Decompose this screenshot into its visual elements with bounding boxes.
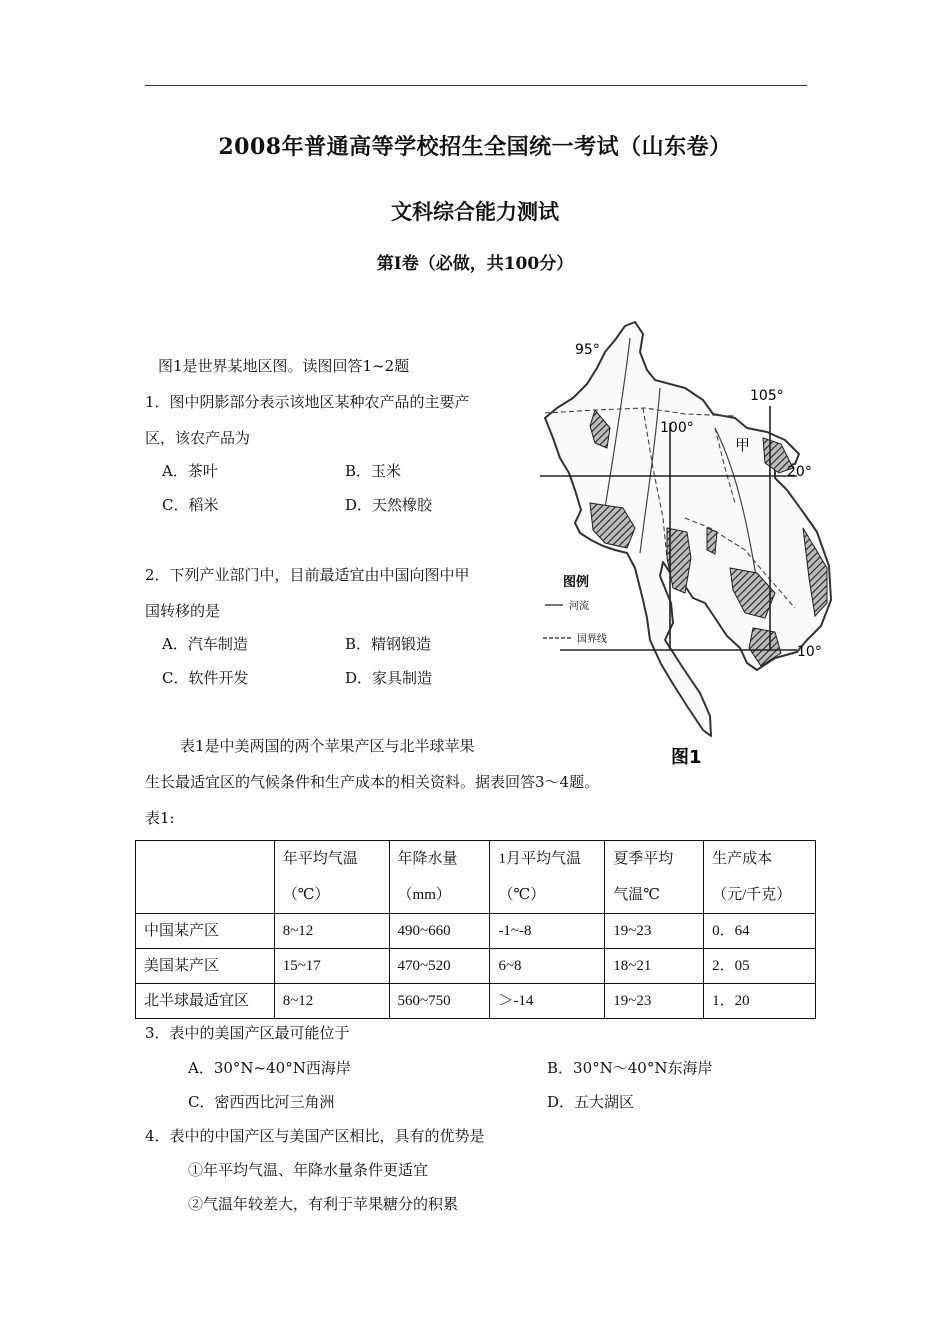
lon-label-100: 100° (660, 420, 694, 436)
q2-option-a: A．汽车制造 (162, 635, 248, 653)
table-row (136, 914, 816, 949)
legend-title: 图例 (563, 575, 590, 590)
table-cell: 18~21 (605, 949, 704, 984)
legend-river-label: 河流 (569, 601, 589, 612)
figure1-map (535, 318, 835, 773)
land-outline (545, 322, 831, 736)
table-cell: 0．64 (704, 914, 816, 949)
country-label-jia: 甲 (735, 436, 751, 454)
table-header-row (136, 841, 816, 914)
q1-option-a: A．茶叶 (162, 462, 218, 480)
table-cell: 19~23 (605, 984, 704, 1019)
q2-option-c: C．软件开发 (162, 669, 249, 687)
apple-region-table (135, 840, 816, 1019)
q4-stem: 4．表中的中国产区与美国产区相比，具有的优势是 (145, 1127, 485, 1145)
table-cell: 470~520 (389, 949, 490, 984)
table-cell: 19~23 (605, 914, 704, 949)
table-cell: 2．05 (704, 949, 816, 984)
table-cell: 8~12 (274, 914, 389, 949)
q3-option-c: C．密西西比河三角洲 (188, 1093, 335, 1111)
table-row (136, 949, 816, 984)
exam-title: 2008年普通高等学校招生全国统一考试（山东卷） (218, 134, 732, 160)
q3-stem: 3．表中的美国产区最可能位于 (145, 1024, 350, 1042)
table-cell: 美国某产区 (136, 949, 275, 984)
q2-stem-line2: 国转移的是 (145, 602, 221, 620)
intro-table1-line1: 表1是中美两国的两个苹果产区与北半球苹果 (180, 737, 475, 755)
q1-stem-line1: 1．图中阴影部分表示该地区某种农产品的主要产 (145, 393, 470, 411)
q3-option-b: B．30°N～40°N东海岸 (547, 1059, 713, 1077)
table-cell: -1~-8 (490, 914, 605, 949)
q1-option-c: C．稻米 (162, 496, 219, 514)
q2-option-b: B．精钢锻造 (345, 635, 432, 653)
lat-label-20: 20° (787, 464, 812, 480)
figure-caption: 图1 (671, 747, 702, 768)
table-cell: ＞-14 (490, 984, 605, 1019)
table-cell: 6~8 (490, 949, 605, 984)
exam-subtitle: 文科综合能力测试 (391, 199, 559, 224)
q1-option-d: D．天然橡胶 (345, 496, 433, 514)
lon-label-105: 105° (750, 388, 784, 404)
q4-statement-2: ②气温年较差大，有利于苹果糖分的积累 (188, 1195, 459, 1213)
table-cell: 490~660 (389, 914, 490, 949)
table-header-cell: 生产成本 （元/千克） (704, 841, 816, 914)
table-header-cell: 年降水量 （mm） (389, 841, 490, 914)
table-header-empty (136, 841, 275, 914)
q2-option-d: D．家具制造 (345, 669, 433, 687)
lon-label-95: 95° (575, 342, 600, 358)
intro-figure1: 图1是世界某地区图。读图回答1~2题 (158, 357, 410, 375)
table-cell: 1．20 (704, 984, 816, 1019)
legend-border-label: 国界线 (577, 634, 607, 645)
table-label: 表1: (145, 809, 175, 827)
table-cell: 15~17 (274, 949, 389, 984)
q1-stem-line2: 区，该农产品为 (145, 429, 251, 447)
table-header-cell: 1月平均气温 （℃） (490, 841, 605, 914)
table-cell: 中国某产区 (136, 914, 275, 949)
q3-option-d: D．五大湖区 (547, 1093, 635, 1111)
table-cell: 8~12 (274, 984, 389, 1019)
table-header-cell: 夏季平均 气温℃ (605, 841, 704, 914)
q1-option-b: B．玉米 (345, 462, 402, 480)
shaded-region (707, 528, 717, 554)
table-cell: 北半球最适宜区 (136, 984, 275, 1019)
table-row (136, 984, 816, 1019)
q3-option-a: A．30°N~40°N西海岸 (188, 1059, 351, 1077)
q2-stem-line1: 2．下列产业部门中，目前最适宜由中国向图中甲 (145, 566, 470, 584)
header-rule (145, 85, 807, 86)
map-legend (543, 574, 607, 645)
lat-label-10: 10° (797, 644, 822, 660)
intro-table1-line2: 生长最适宜区的气候条件和生产成本的相关资料。据表回答3～4题。 (145, 773, 600, 791)
table-header-cell: 年平均气温 （℃） (274, 841, 389, 914)
section-title: 第Ⅰ卷（必做，共100分） (376, 254, 574, 274)
q4-statement-1: ①年平均气温、年降水量条件更适宜 (188, 1161, 429, 1179)
table-cell: 560~750 (389, 984, 490, 1019)
